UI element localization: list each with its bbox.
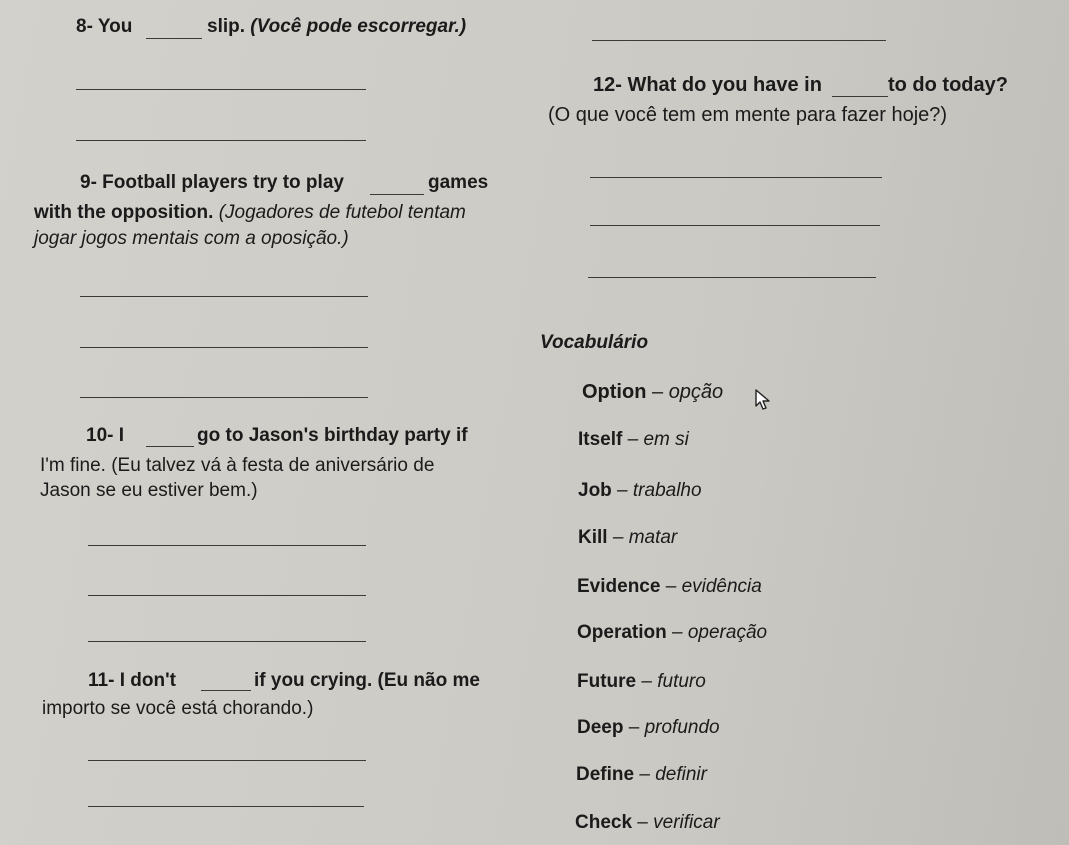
q9-line3: jogar jogos mentais com a oposição.) [34,228,349,249]
vocab-term: Check [575,812,633,833]
q10-line1-before: 10- I [86,425,125,446]
vocab-item [577,671,706,693]
vocab-translation: em si [643,429,689,450]
answer-line[interactable] [76,89,366,90]
vocab-translation: verificar [653,812,720,833]
vocab-item [577,717,720,739]
vocab-item [575,812,720,834]
answer-line[interactable] [590,225,880,226]
answer-line[interactable] [88,641,366,642]
q8-rest [207,16,466,38]
vocab-term: Job [578,480,612,501]
vocab-item [578,480,702,502]
q9-line2 [34,202,466,224]
q8-number: 8- [76,16,93,37]
vocab-item [578,429,689,451]
vocab-separator: – [634,764,656,785]
vocab-term: Kill [578,527,608,548]
q12-blank[interactable] [832,96,888,97]
answer-line[interactable] [88,760,366,761]
vocab-term: Deep [577,717,624,738]
vocab-term: Option [582,381,647,403]
q8-after: slip. [207,16,246,37]
q11-line1-before: 11- I don't [88,670,176,691]
vocab-item [582,381,723,403]
q10-line2: I'm fine. (Eu talvez vá à festa de aniversário de [40,455,435,476]
answer-line[interactable] [88,595,366,596]
vocab-separator: – [632,812,654,833]
vocab-term: Define [576,764,635,785]
vocab-term: Operation [577,622,667,643]
answer-line[interactable] [80,397,368,398]
vocab-item [576,764,707,786]
vocab-translation: futuro [657,671,706,692]
q8-blank[interactable] [146,38,202,39]
vocab-separator: – [607,527,629,548]
mouse-pointer-icon [753,388,775,412]
vocab-translation: evidência [681,576,762,597]
q12-line1-after: to do today? [888,74,1008,96]
vocab-item [577,576,762,598]
vocab-separator: – [622,429,644,450]
q8-line [76,16,132,38]
q10-line1-after: go to Jason's birthday party if [197,425,468,446]
vocab-term: Itself [578,429,623,450]
q10-blank[interactable] [146,446,194,447]
q8-before: You [97,16,133,37]
vocabulary-heading: Vocabulário [540,332,649,353]
q9-line2-translation: (Jogadores de futebol tentam [218,202,466,223]
q9-line2-text: with the opposition. [34,202,214,223]
vocab-translation: matar [628,527,678,548]
vocab-separator: – [611,480,633,501]
q9-line1-after: games [428,172,489,193]
vocab-item [577,622,767,644]
vocab-separator: – [623,717,645,738]
answer-line[interactable] [590,177,882,178]
q11-line2: importo se você está chorando.) [42,698,314,719]
vocab-term: Evidence [577,576,661,597]
q9-blank[interactable] [370,194,424,195]
vocab-separator: – [636,671,658,692]
vocab-translation: definir [655,764,707,785]
answer-line[interactable] [76,140,366,141]
q8-translation: (Você pode escorregar.) [250,16,467,37]
q11-line1-after: if you crying. (Eu não me [254,670,480,691]
vocab-translation: opção [668,381,724,403]
answer-line[interactable] [88,545,366,546]
vocab-separator: – [666,622,688,643]
answer-line[interactable] [80,296,368,297]
vocab-translation: trabalho [632,480,702,501]
answer-line[interactable] [88,806,364,807]
q12-line1-before: 12- What do you have in [593,74,822,96]
q9-line1-before: 9- Football players try to play [80,172,344,193]
answer-line[interactable] [588,277,876,278]
vocab-translation: operação [687,622,768,643]
answer-line[interactable] [592,40,886,41]
q12-translation: (O que você tem em mente para fazer hoje?) [548,104,948,126]
vocab-term: Future [577,671,637,692]
q10-line3: Jason se eu estiver bem.) [40,480,258,501]
vocab-separator: – [646,381,669,403]
vocab-separator: – [660,576,682,597]
answer-line[interactable] [80,347,368,348]
vocab-item [578,527,677,549]
q11-blank[interactable] [201,690,251,691]
vocab-translation: profundo [644,717,720,738]
